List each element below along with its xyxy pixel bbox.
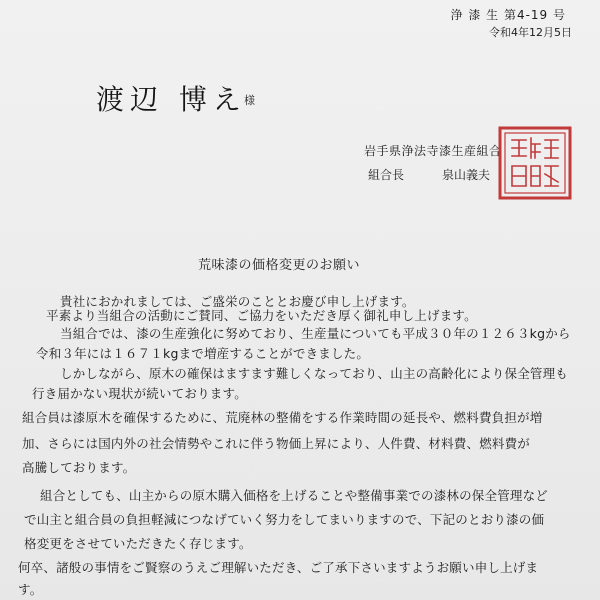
body-line: 組合員は漆原木を確保するために、荒廃林の整備をする作業時間の延長や、燃料費負担が増 <box>22 410 543 425</box>
sender-name: 泉山義夫 <box>442 168 491 182</box>
body-line: で山主と組合員の負担軽減につなげていく努力をしてまいりますので、下記のとおり漆の価 <box>24 512 545 527</box>
body-line: 貴社におかれましては、ご盛栄のこととお慶び申し上げます。 <box>60 294 415 309</box>
body-line: 行き届かない現状が続いております。 <box>32 386 247 401</box>
body-line: 高騰しております。 <box>22 460 136 475</box>
body-line: 平素より当組合の活動にご賛同、ご協力をいただき厚く御礼申し上げます。 <box>46 308 477 323</box>
sender-organization: 岩手県浄法寺漆生産組合 <box>364 144 502 158</box>
letter-title: 荒味漆の価格変更のお願い <box>198 258 361 273</box>
sender-title: 組合長 <box>368 168 405 182</box>
document-date: 令和4年12月5日 <box>489 26 572 39</box>
document-number: 浄 漆 生 第4-19 号 <box>450 8 566 22</box>
recipient-honorific: 様 <box>244 94 255 107</box>
body-line: 組合としても、山主からの原木購入価格を上げることや整備事業での漆林の保全管理など <box>40 488 549 503</box>
body-line: 令和３年には１６７１kgまで増産することができました。 <box>36 346 370 361</box>
body-line: しかしながら、原木の確保はますます難しくなっており、山主の高齢化により保全管理も <box>60 366 569 381</box>
body-line: 当組合では、漆の生産強化に努めており、生産量についても平成３０年の１２６３kgから <box>60 326 571 341</box>
body-line: 格変更をさせていただきたく存じます。 <box>24 536 252 551</box>
body-line: す。 <box>18 582 43 597</box>
recipient-name: 渡辺 博え <box>96 83 247 116</box>
body-line: 何卒、諸般の事情をご賢察のうえご理解いただき、ご了承下さいますようお願い申し上げま <box>18 560 539 575</box>
body-line: 加、さらには国内外の社会情勢やこれに伴う物価上昇により、人件費、材料費、燃料費が <box>22 436 531 451</box>
seal-stamp-icon <box>498 126 572 200</box>
